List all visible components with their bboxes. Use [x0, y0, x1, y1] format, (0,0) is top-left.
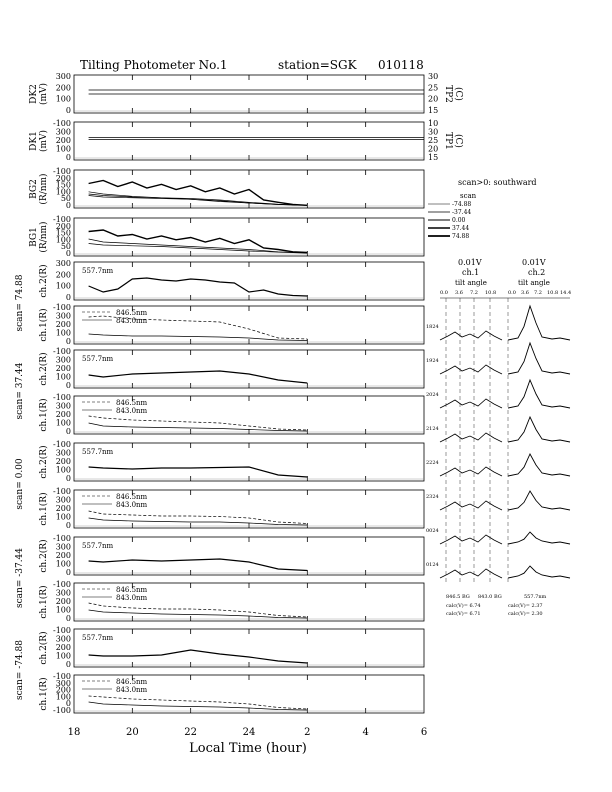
y-tick-label: 200: [55, 597, 71, 606]
y-axis-label: ch.1(R): [39, 398, 49, 432]
y-tick-label: 100: [55, 651, 71, 661]
right-tick-label: 15: [428, 106, 439, 115]
y-axis-label: ch.1(R): [39, 585, 49, 619]
y-tick-label: -100: [53, 626, 71, 635]
y-tick-label: 300: [55, 401, 71, 411]
panel-frame: [74, 629, 424, 667]
panel-s5c2: [38, 626, 424, 669]
y-axis-label: BG1: [29, 227, 39, 247]
y-tick-label: -100: [53, 303, 71, 312]
ch1-profile: [440, 365, 502, 374]
ch1-profile: [440, 569, 502, 578]
y-tick-label: 0: [65, 337, 71, 346]
y-axis-label: (R/nm): [39, 173, 49, 205]
y-tick-label: 100: [55, 187, 71, 197]
wavelength-label: 557.7nm: [82, 634, 114, 642]
y-tick-label: 150: [55, 180, 71, 190]
ch1-profile: [440, 433, 502, 442]
series-line-bg2-0: [89, 181, 308, 206]
ch1-title: ch.1: [462, 268, 480, 277]
ch1-tick: 10.8: [485, 290, 497, 296]
panel-frame: [74, 443, 424, 481]
x-tick-label: 6: [420, 727, 428, 738]
y-tick-label: 200: [55, 410, 71, 419]
y-tick-label: 0: [65, 521, 71, 530]
ch2-profile: [508, 491, 570, 510]
panel-frame: [74, 122, 424, 160]
x-tick-label: 20: [125, 727, 139, 738]
panel-s4c2: [38, 534, 424, 577]
y-tick-label: -100: [53, 534, 71, 543]
right-tick-label: 15: [428, 153, 439, 162]
x-axis-label: Local Time (hour): [189, 741, 307, 756]
right-axis-label: TP1: [443, 132, 453, 150]
y-tick-label: 100: [55, 281, 71, 291]
inset-time: 1924: [426, 358, 439, 364]
y-tick-label: 100: [55, 144, 71, 154]
ch2-bottom-label: 557.7nm: [524, 594, 547, 600]
ch2-subtitle: tilt angle: [518, 279, 550, 287]
scan-legend-item: -37.44: [452, 209, 472, 216]
panel-s2c2: [38, 347, 424, 390]
ch2-tick: 0.0: [508, 290, 516, 296]
ch2-tick: 3.6: [521, 290, 529, 296]
y-tick-label: 300: [55, 72, 71, 81]
y-tick-label: 300: [55, 127, 71, 137]
scan-label: scan= 37.44: [15, 362, 25, 420]
ch1-profile: [440, 501, 502, 510]
right-axis-label: (C): [453, 87, 463, 101]
ch1-profile: [440, 399, 502, 408]
y-axis-label: ch.1(R): [39, 677, 49, 711]
y-tick-label: -100: [53, 706, 71, 715]
y-tick-label: 300: [55, 355, 71, 365]
right-tick-label: 20: [428, 94, 439, 104]
y-tick-label: 50: [60, 194, 71, 204]
series-line-s2c1-1: [89, 423, 308, 431]
right-tick-label: 30: [428, 72, 439, 81]
y-tick-label: 0: [65, 106, 71, 115]
legend-label: 843.0nm: [116, 594, 148, 602]
legend-label: 843.0nm: [116, 686, 148, 694]
y-axis-label: ch.2(R): [39, 631, 49, 665]
y-tick-label: 200: [55, 457, 71, 466]
inset-time: 2124: [426, 426, 439, 432]
y-axis-label: ch.2(R): [39, 352, 49, 386]
y-tick-label: -100: [53, 440, 71, 449]
series-line-s1c2-0: [89, 278, 308, 296]
y-tick-label: 300: [55, 678, 71, 688]
x-tick-label: 22: [184, 727, 198, 738]
panel-bg1: [29, 215, 424, 258]
scan-label: scan= -37.44: [15, 547, 25, 609]
panel-s5c1: [38, 672, 424, 715]
ch1-bottom-label: 846.5: [446, 594, 461, 600]
right-axis-label: (C): [453, 134, 463, 148]
inset-time: 2224: [426, 460, 439, 466]
scan-legend-title: scan: [460, 192, 477, 200]
y-axis-label: ch.1(R): [39, 492, 49, 526]
x-tick-label: 2: [304, 727, 311, 738]
y-tick-label: 0: [65, 381, 71, 390]
y-tick-label: 100: [55, 605, 71, 615]
legend-label: 843.0nm: [116, 407, 148, 415]
panel-frame: [74, 350, 424, 388]
y-tick-label: 50: [60, 242, 71, 252]
legend-label: 846.5nm: [116, 678, 148, 686]
wavelength-label: 557.7nm: [82, 267, 114, 275]
ch1-tick: 3.6: [455, 290, 463, 296]
y-tick-label: 0: [65, 427, 71, 436]
ch2-profile: [508, 306, 570, 340]
y-axis-label: (mV): [39, 129, 49, 153]
panel-dk2: [29, 72, 464, 115]
panel-bg2: [29, 167, 424, 210]
y-tick-label: 200: [55, 685, 71, 695]
right-tick-label: 25: [428, 136, 439, 145]
ch1-profile: [440, 331, 502, 340]
panel-frame: [74, 262, 424, 300]
x-tick-label: 4: [362, 727, 369, 738]
y-tick-label: 100: [55, 328, 71, 338]
ch1-subtitle: tilt angle: [455, 279, 487, 287]
y-tick-label: 300: [55, 542, 71, 552]
y-axis-label: (mV): [39, 82, 49, 106]
y-axis-label: ch.2(R): [39, 539, 49, 573]
ch1-bottom-label: 843.0: [478, 594, 493, 600]
ch2-tick: 7.2: [534, 290, 542, 296]
y-tick-label: 200: [55, 173, 71, 183]
ch1-profile: [440, 467, 502, 476]
panel-frame: [74, 537, 424, 575]
y-tick-label: 0: [65, 249, 71, 258]
panel-s3c2: [38, 440, 424, 483]
y-tick-label: 300: [55, 448, 71, 458]
ch2-scale: 0.01V: [522, 258, 546, 267]
wavelength-label: 557.7nm: [82, 448, 114, 456]
scan-legend-item: 74.88: [452, 233, 470, 240]
y-tick-label: 200: [55, 551, 71, 560]
y-tick-label: 150: [55, 228, 71, 238]
series-line-s5c2-0: [89, 650, 308, 663]
y-axis-label: ch.1(R): [39, 308, 49, 342]
y-tick-label: 0: [65, 568, 71, 577]
series-line-bg1-0: [89, 230, 308, 253]
scan-note: scan>0: southward: [458, 178, 537, 187]
right-tick-label: 10: [428, 119, 439, 128]
scan-label: scan= -74.88: [15, 639, 25, 701]
ch2-profile: [508, 532, 570, 544]
ch2-title: ch.2: [528, 268, 546, 277]
y-tick-label: 0: [65, 614, 71, 623]
y-tick-label: 0: [65, 660, 71, 669]
x-tick-label: 24: [242, 727, 256, 738]
y-tick-label: 200: [55, 270, 71, 280]
ch2-calc: calc(V)= 2.30: [508, 611, 543, 617]
right-tick-label: 30: [428, 127, 439, 137]
y-tick-label: 100: [55, 465, 71, 475]
panel-s3c1: [38, 487, 424, 530]
scan-label: scan= 0.00: [15, 458, 25, 510]
y-axis-label: ch.2(R): [39, 445, 49, 479]
ch1-profile: [440, 535, 502, 544]
date-label: 010118: [378, 58, 424, 72]
y-tick-label: 200: [55, 221, 71, 231]
panel-s2c1: [38, 393, 424, 436]
y-tick-label: -100: [53, 215, 71, 224]
y-tick-label: 200: [55, 364, 71, 373]
y-tick-label: -100: [53, 487, 71, 496]
panel-frame: [74, 218, 424, 256]
inset-time: 1824: [426, 324, 439, 330]
legend-label: 846.5nm: [116, 309, 148, 317]
right-tick-label: 20: [428, 144, 439, 154]
scan-label: scan= 74.88: [15, 274, 25, 332]
legend-label: 846.5nm: [116, 399, 148, 407]
series-line-bg1-1: [89, 239, 308, 253]
right-tick-label: 25: [428, 83, 439, 93]
y-tick-label: 0: [65, 474, 71, 483]
panel-s4c1: [38, 580, 424, 623]
panel-s1c2: [38, 259, 424, 302]
ch2-profile: [508, 380, 570, 408]
inset-time: 2024: [426, 392, 439, 398]
y-tick-label: 100: [55, 512, 71, 522]
ch1-calc: calc(V)= 6.71: [446, 611, 481, 617]
series-line-s5c1-0: [89, 696, 308, 709]
y-tick-label: -100: [53, 347, 71, 356]
ch1-tick: 0.0: [440, 290, 448, 296]
wavelength-label: 557.7nm: [82, 542, 114, 550]
inset-time: 0024: [426, 528, 439, 534]
series-line-s1c1-1: [89, 334, 308, 341]
legend-label: 846.5nm: [116, 586, 148, 594]
x-tick-label: 18: [67, 727, 81, 738]
y-tick-label: -100: [53, 580, 71, 589]
series-line-s3c1-0: [89, 511, 308, 524]
y-tick-label: 300: [55, 495, 71, 505]
series-line-s4c2-0: [89, 559, 308, 571]
wavelength-label: 557.7nm: [82, 355, 114, 363]
y-tick-label: 100: [55, 559, 71, 569]
ch2-tick: 14.4: [560, 290, 572, 296]
inset-time: 0124: [426, 562, 439, 568]
y-tick-label: 100: [55, 418, 71, 428]
panel-dk1: [29, 119, 464, 162]
y-tick-label: 300: [55, 634, 71, 644]
y-tick-label: 300: [55, 588, 71, 598]
ch1-scale: 0.01V: [458, 258, 482, 267]
y-tick-label: 300: [55, 259, 71, 268]
station-label: station=SGK: [278, 58, 357, 72]
inset-time: 2324: [426, 494, 439, 500]
y-tick-label: -100: [53, 393, 71, 402]
ch2-profile: [508, 566, 570, 578]
y-tick-label: -100: [53, 119, 71, 128]
scan-legend-item: -74.88: [452, 201, 472, 208]
y-tick-label: 100: [55, 372, 71, 382]
y-axis-label: BG2: [29, 179, 39, 199]
ch2-tick: 10.8: [547, 290, 559, 296]
legend-label: 843.0nm: [116, 501, 148, 509]
legend-label: 843.0nm: [116, 317, 148, 325]
y-tick-label: 100: [55, 94, 71, 104]
y-tick-label: -100: [53, 672, 71, 681]
scan-legend-item: 0.00: [452, 217, 466, 224]
y-tick-label: 100: [55, 692, 71, 702]
y-tick-label: 0: [65, 201, 71, 210]
series-line-s3c2-0: [89, 467, 308, 477]
y-tick-label: 0: [65, 293, 71, 302]
ch1-calc: calc(V)= 6.74: [446, 603, 481, 609]
scan-legend-item: 37.44: [452, 225, 470, 232]
ch2-profile: [508, 417, 570, 442]
y-tick-label: 200: [55, 136, 71, 145]
ch1-bottom-label: BG: [462, 594, 470, 600]
series-line-s5c1-1: [89, 702, 308, 710]
y-tick-label: 300: [55, 311, 71, 321]
y-tick-label: 0: [65, 153, 71, 162]
ch1-bottom-label: BG: [494, 594, 502, 600]
y-axis-label: ch.2(R): [39, 264, 49, 298]
y-axis-label: DK2: [29, 84, 39, 104]
right-axis-label: TP2: [443, 85, 453, 103]
legend-label: 846.5nm: [116, 493, 148, 501]
y-tick-label: 200: [55, 83, 71, 93]
y-tick-label: 200: [55, 504, 71, 513]
y-axis-label: DK1: [29, 131, 39, 151]
panel-s1c1: [38, 303, 424, 346]
ch2-profile: [508, 343, 570, 374]
y-tick-label: -100: [53, 167, 71, 176]
ch2-profile: [508, 454, 570, 476]
ch2-calc: calc(V)= 2.37: [508, 603, 543, 609]
series-line-s4c1-1: [89, 610, 308, 618]
y-tick-label: 200: [55, 643, 71, 652]
ch1-tick: 7.2: [470, 290, 478, 296]
figure-title: Tilting Photometer No.1: [80, 58, 228, 72]
y-tick-label: 0: [65, 699, 71, 709]
series-line-s2c2-0: [89, 371, 308, 383]
y-tick-label: 100: [55, 235, 71, 245]
y-tick-label: 200: [55, 320, 71, 329]
y-axis-label: (R/nm): [39, 221, 49, 253]
